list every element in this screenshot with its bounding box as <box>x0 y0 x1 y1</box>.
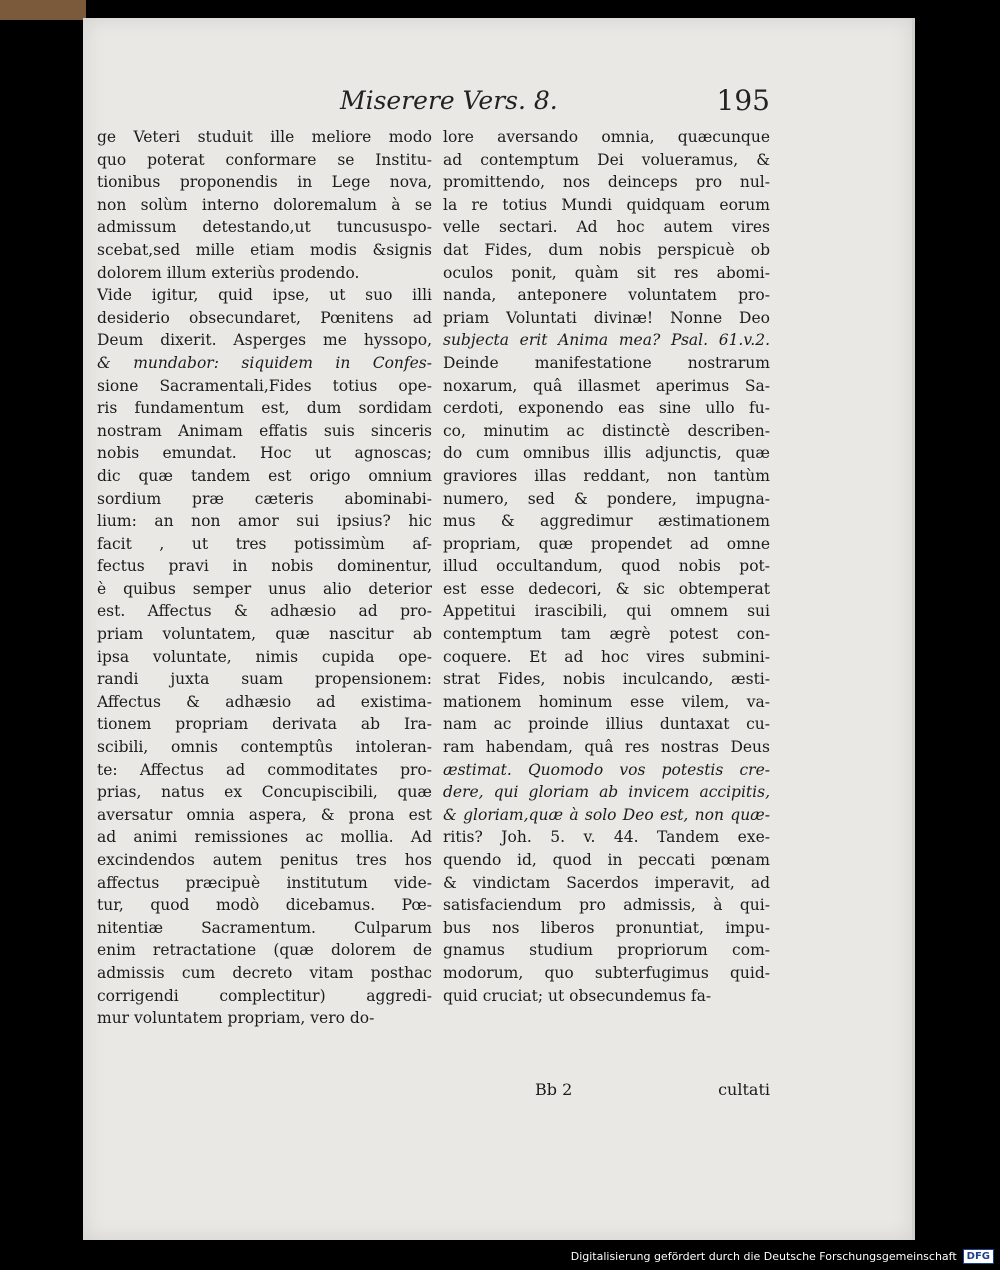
text-line: excindendos autem penitus tres hos <box>97 851 432 869</box>
text-line: fectus pravi in nobis dominentur, <box>97 557 432 576</box>
text-line: nanda, anteponere voluntatem pro- <box>443 286 770 305</box>
text-line: quid cruciat; ut obsecundemus fa- <box>443 986 712 1005</box>
text-line: satisfaciendum pro admissis, à qui- <box>443 896 770 915</box>
text-line: & vindictam Sacerdos imperavit, ad <box>443 873 770 892</box>
text-line: è quibus semper unus alio deterior <box>97 579 432 598</box>
text-line: facit , ut tres potissimùm af- <box>97 534 432 553</box>
dfg-logo: DFG <box>963 1249 994 1264</box>
text-line: gnamus studium propriorum com- <box>443 941 770 960</box>
text-line: ritis? Joh. 5. v. 44. Tandem exe- <box>443 828 770 847</box>
text-line: æstimat. Quomodo vos potestis cre- <box>443 760 770 779</box>
funding-banner <box>571 1246 994 1266</box>
text-line: quendo id, quod in peccati pœnam <box>443 851 770 869</box>
text-line: strat Fides, nobis inculcando, æsti- <box>443 670 770 689</box>
text-line: Vide igitur, quid ipse, ut suo illi <box>97 286 432 305</box>
text-line: oculos ponit, quàm sit res abomi- <box>443 263 770 282</box>
text-line: Appetitui irascibili, qui omnem sui <box>443 602 770 621</box>
text-line: te: Affectus ad commoditates pro- <box>97 760 432 779</box>
text-line: cerdoti, exponendo eas sine ullo fu- <box>443 399 770 418</box>
scan-tab <box>0 0 86 20</box>
text-line: Affectus & adhæsio ad existima- <box>97 692 432 711</box>
page-number: 195 <box>716 84 770 117</box>
page-edge <box>912 18 915 1240</box>
text-line: bus nos liberos pronuntiat, impu- <box>443 918 770 937</box>
text-line: coquere. Et ad hoc vires submini- <box>443 647 770 666</box>
text-line: tur, quod modò dicebamus. Pœ- <box>97 896 432 915</box>
text-line: scibili, omnis contemptûs intoleran- <box>97 738 432 757</box>
text-line: quo poterat conformare se Institu- <box>97 150 432 169</box>
text-line: desiderio obsecundaret, Pœnitens ad <box>97 308 432 327</box>
text-line: mationem hominum esse vilem, va- <box>443 692 770 711</box>
funding-text: Digitalisierung gefördert durch die Deutsche Forschungsgemeinschaft <box>570 1249 957 1263</box>
text-line: est esse dedecori, & sic obtemperat <box>443 579 770 598</box>
text-line: est. Affectus & adhæsio ad pro- <box>97 602 432 621</box>
text-line: lium: an non amor sui ipsius? hic <box>97 512 432 531</box>
text-line: scebat,sed mille etiam modis &signis <box>97 240 432 259</box>
text-line: sione Sacramentali,Fides totius ope- <box>97 376 432 395</box>
text-line: Deinde manifestatione nostrarum <box>443 353 770 372</box>
text-line: dic quæ tandem est origo omnium <box>97 466 432 485</box>
text-line: ram habendam, quâ res nostras Deus <box>443 738 770 757</box>
running-title: Miserere Vers. 8. <box>340 86 558 115</box>
text-line: ipsa voluntate, nimis cupida ope- <box>97 647 432 666</box>
text-line: numero, sed & pondere, impugna- <box>443 489 770 508</box>
text-line: nam ac proinde illius duntaxat cu- <box>443 715 770 734</box>
text-line: do cum omnibus illis adjunctis, quæ <box>443 444 770 463</box>
text-line: ad animi remissiones ac mollia. Ad <box>97 828 432 847</box>
text-line: promittendo, nos deinceps pro nul- <box>443 173 770 192</box>
catchword: cultati <box>718 1080 770 1099</box>
text-line: ge Veteri studuit ille meliore modo <box>97 128 432 146</box>
text-line: randi juxta suam propensionem: <box>97 670 432 689</box>
text-line: mur voluntatem propriam, vero do- <box>97 1009 375 1028</box>
text-line: corrigendi complectitur) aggredi- <box>97 986 432 1005</box>
text-line: priam Voluntati divinæ! Nonne Deo <box>443 308 770 327</box>
text-line: dere, qui gloriam ab invicem accipitis, <box>443 783 770 802</box>
text-line: dat Fides, dum nobis perspicuè ob <box>443 240 770 259</box>
text-line: & gloriam,quæ à solo Deo est, non quæ- <box>443 805 770 824</box>
text-line: priam voluntatem, quæ nascitur ab <box>97 625 432 644</box>
text-line: noxarum, quâ illasmet aperimus Sa- <box>443 376 770 395</box>
text-line: lore aversando omnia, quæcunque <box>443 128 770 146</box>
text-line: enim retractatione (quæ dolorem de <box>97 941 432 960</box>
text-line: nostram Animam effatis suis sinceris <box>97 421 432 440</box>
text-line: ad contemptum Dei volueramus, & <box>443 150 770 169</box>
text-line: propriam, quæ propendet ad omne <box>443 534 770 553</box>
text-line: contemptum tam ægrè potest con- <box>443 625 770 644</box>
text-line: ris fundamentum est, dum sordidam <box>97 399 432 418</box>
text-line: subjecta erit Anima mea? Psal. 61.v.2. <box>443 331 770 350</box>
text-line: tionibus proponendis in Lege nova, <box>97 173 432 192</box>
text-line: co, minutim ac distinctè describen- <box>443 421 770 440</box>
text-line: admissis cum decreto vitam posthac <box>97 963 432 982</box>
text-line: affectus præcipuè institutum vide- <box>97 873 432 892</box>
text-line: nobis emundat. Hoc ut agnoscas; <box>97 444 432 463</box>
text-line: mus & aggredimur æstimationem <box>443 512 770 531</box>
text-line: non solùm interno doloremalum à se <box>97 195 432 214</box>
right-text-column <box>443 126 770 1007</box>
text-line: admissum detestando,ut tuncususpo- <box>97 218 432 237</box>
text-line: aversatur omnia aspera, & prona est <box>97 805 432 824</box>
left-text-column <box>97 126 432 1030</box>
page-footer <box>443 1080 770 1104</box>
text-line: dolorem illum exteriùs prodendo. <box>97 263 360 282</box>
text-line: modorum, quo subterfugimus quid- <box>443 963 770 982</box>
signature-mark: Bb 2 <box>535 1080 573 1099</box>
text-line: velle sectari. Ad hoc autem vires <box>443 218 770 237</box>
text-line: & mundabor: siquidem in Confes- <box>97 353 432 372</box>
text-line: sordium præ cæteris abominabi- <box>97 489 432 508</box>
text-line: tionem propriam derivata ab Ira- <box>97 715 432 734</box>
text-line: nitentiæ Sacramentum. Culparum <box>97 918 432 937</box>
text-line: Deum dixerit. Asperges me hyssopo, <box>97 331 432 350</box>
text-line: illud occultandum, quod nobis pot- <box>443 557 770 576</box>
text-line: la re totius Mundi quidquam eorum <box>443 195 770 214</box>
text-line: graviores illas reddant, non tantùm <box>443 466 770 485</box>
text-line: prias, natus ex Concupiscibili, quæ <box>97 783 432 802</box>
page-header <box>340 84 770 124</box>
